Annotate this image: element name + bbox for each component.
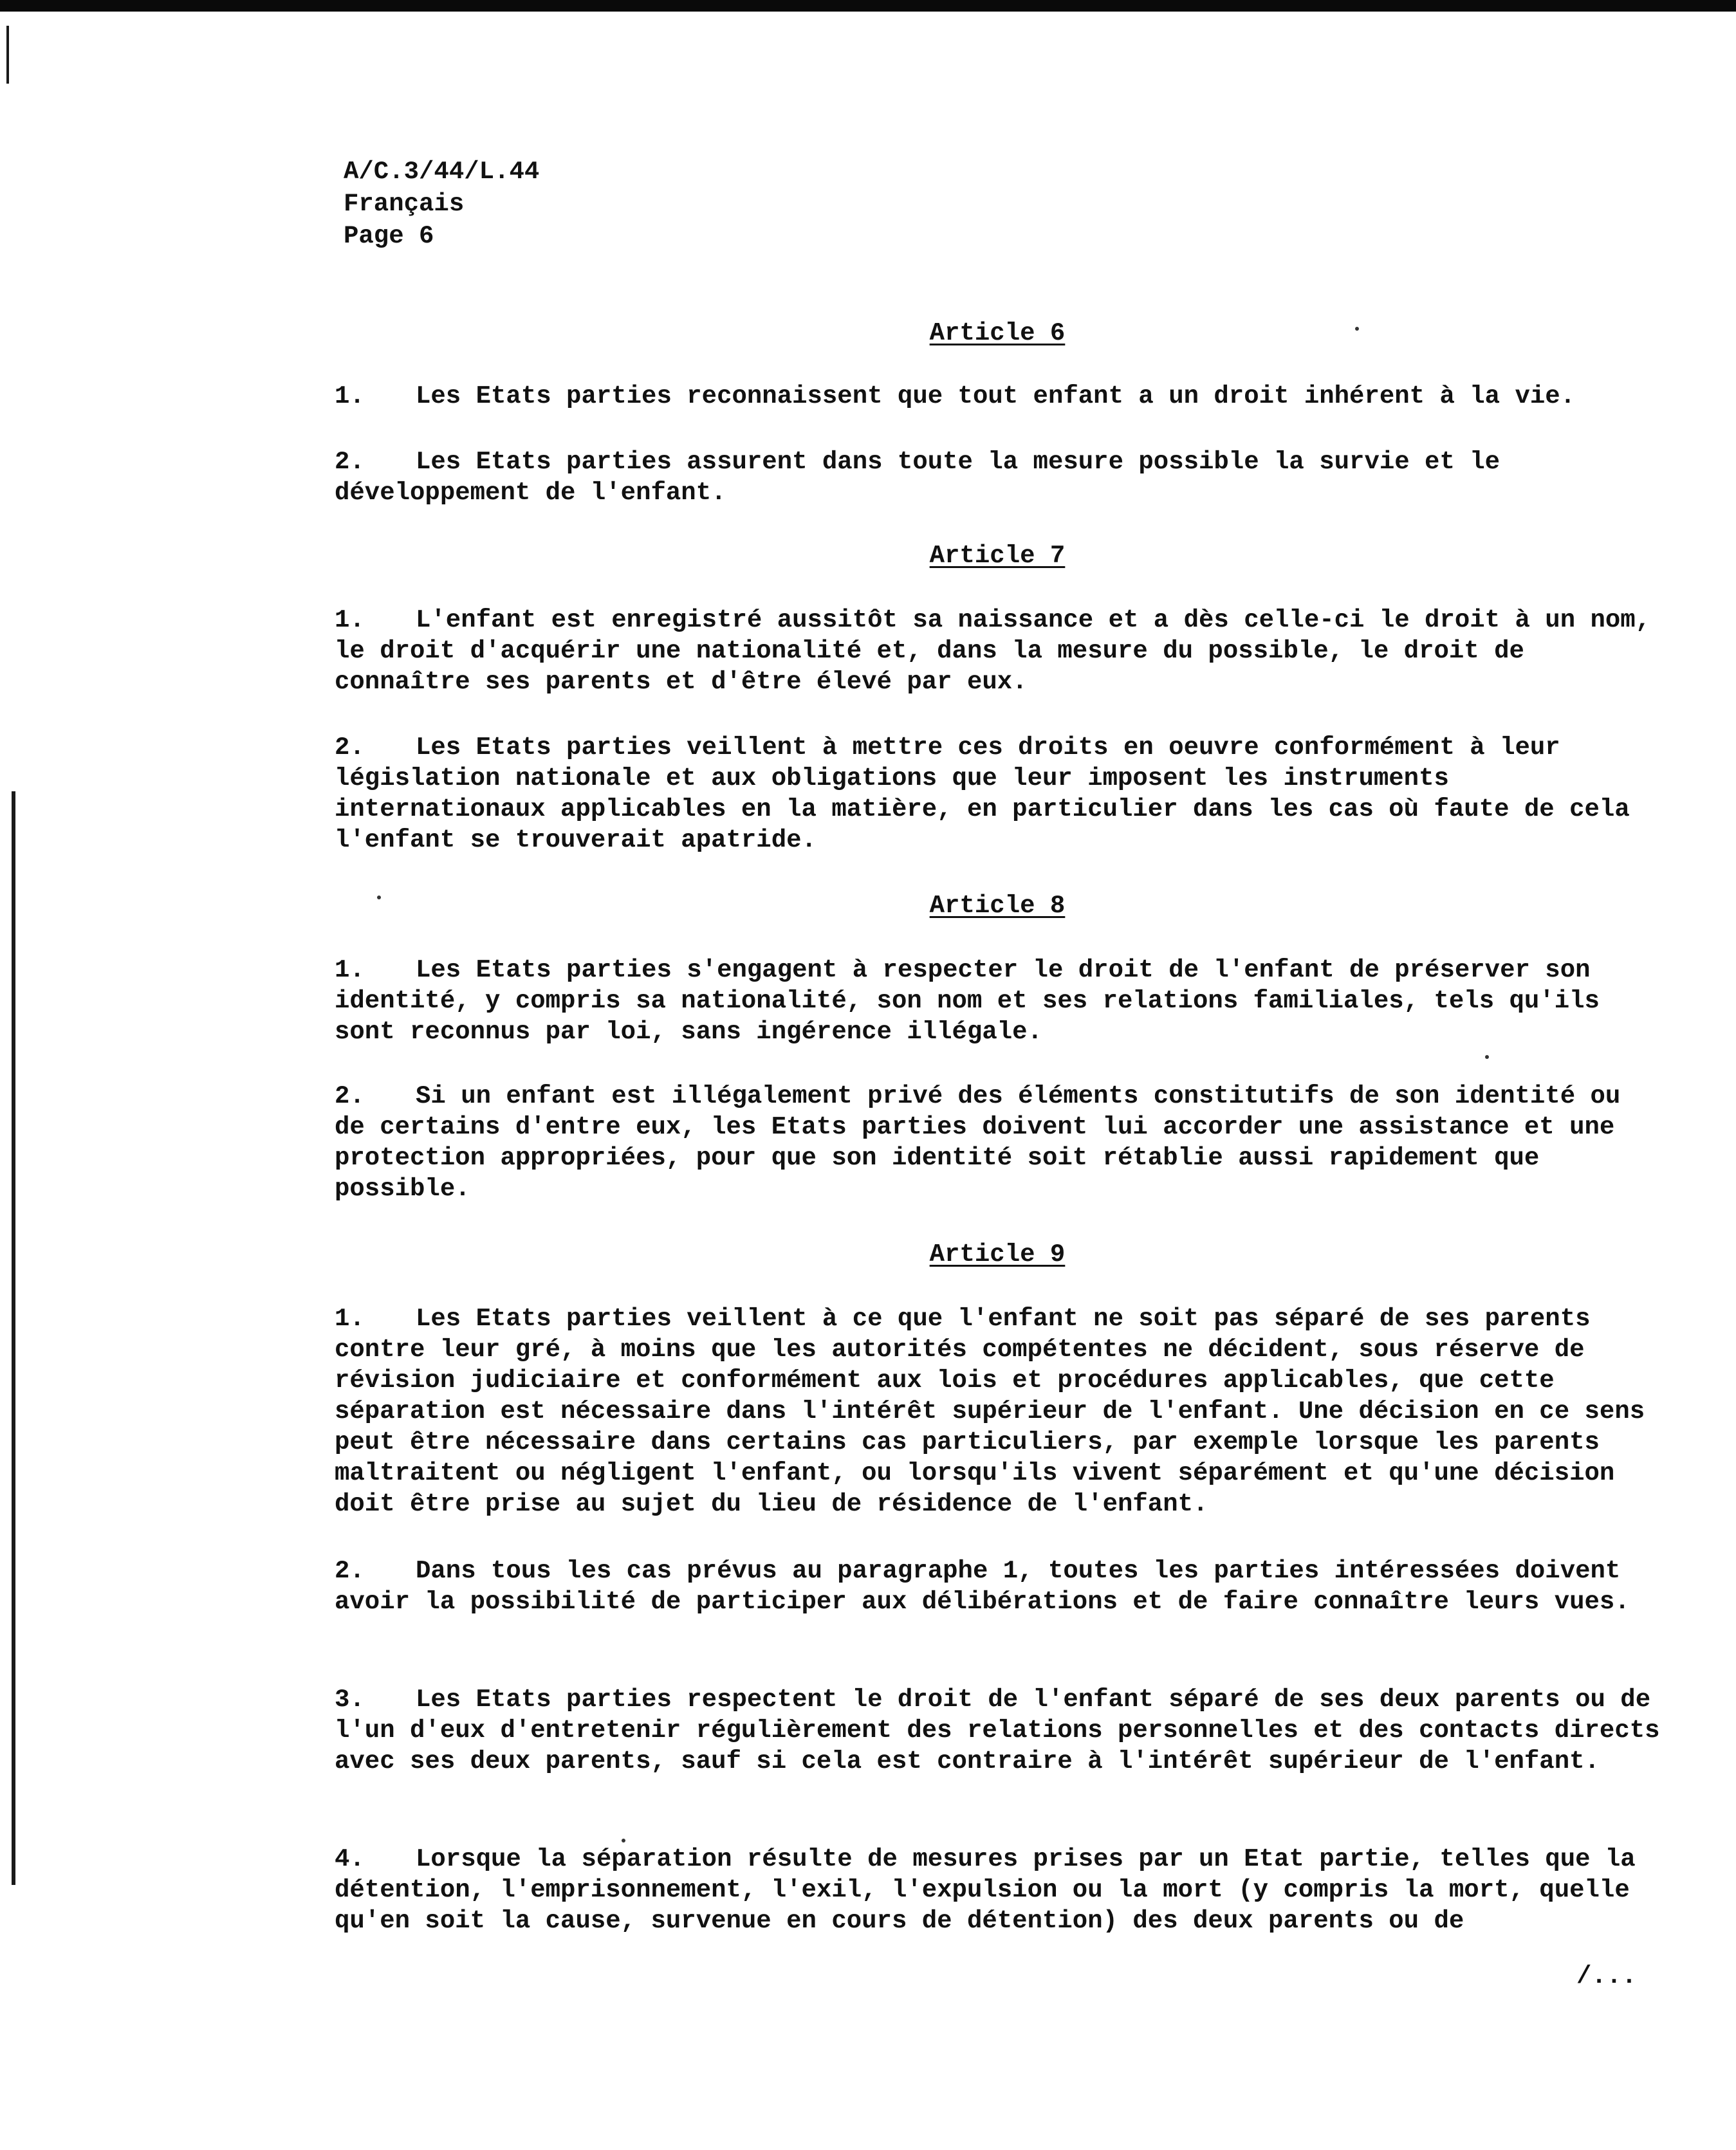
document-language: Français xyxy=(344,190,465,218)
paragraph-text: Lorsque la séparation résulte de mesures prises par un Etat partie, telles que la détention, l'emprisonnement, l'exil, l'expulsion ou la mort (y compris la mort, quelle qu'en soit la cause, survenue en cours de détention) des deux parents ou de xyxy=(335,1845,1636,1935)
article-paragraph xyxy=(335,955,1660,1047)
paragraph-text: Les Etats parties reconnaissent que tout enfant a un droit inhérent à la vie. xyxy=(416,382,1576,410)
article-paragraph xyxy=(335,1844,1660,1936)
page-number: Page 6 xyxy=(344,222,434,250)
paragraph-text: Les Etats parties veillent à ce que l'enfant ne soit pas séparé de ses parents contre leur gré, à moins que les autorités compétentes ne décident, sous réserve de révision judiciaire et conformément aux lois et procédures applicables, que cette séparation est nécessaire dans l'intérêt supérieur de l'enfant. Une décision en ce sens peut être nécessaire dans certains cas particuliers, par exemple lorsque les parents maltraitent ou négligent l'enfant, ou lorsqu'ils vivent séparément et qu'une décision doit être prise au sujet du lieu de résidence de l'enfant. xyxy=(335,1305,1645,1518)
article-paragraph xyxy=(335,605,1660,697)
article-paragraph xyxy=(335,1556,1660,1617)
article-paragraph xyxy=(335,446,1660,508)
article-title: Article 6 xyxy=(929,319,1066,347)
paragraph-number: 1. xyxy=(335,606,365,634)
article-title: Article 8 xyxy=(929,892,1066,920)
paragraph-text: Dans tous les cas prévus au paragraphe 1, toutes les parties intéressées doivent avoir la possibilité de participer aux délibérations et de faire connaître leurs vues. xyxy=(335,1557,1630,1616)
paragraph-text: Si un enfant est illégalement privé des éléments constitutifs de son identité ou de certains d'entre eux, les Etats parties doivent lui accorder une assistance et une protection appropriées, pour que son identité soit rétablie aussi rapidement que possible. xyxy=(335,1082,1621,1203)
paragraph-number: 2. xyxy=(335,1082,365,1110)
scan-corner-mark xyxy=(6,26,9,84)
article-paragraph xyxy=(335,732,1660,856)
continuation-mark: /... xyxy=(1576,1962,1637,1990)
article-paragraph xyxy=(335,1684,1660,1777)
article-paragraph xyxy=(335,1081,1660,1204)
paragraph-number: 2. xyxy=(335,733,365,762)
paragraph-number: 4. xyxy=(335,1845,365,1873)
scan-left-edge-mark xyxy=(12,791,15,1885)
article-title: Article 9 xyxy=(929,1240,1066,1269)
paragraph-number: 1. xyxy=(335,382,365,410)
paragraph-text: Les Etats parties s'engagent à respecter le droit de l'enfant de préserver son identité, y compris sa nationalité, son nom et ses relations familiales, tels qu'ils sont reconnus par loi, sans ingérence illégale. xyxy=(335,956,1600,1046)
scan-speck xyxy=(622,1839,625,1842)
paragraph-text: L'enfant est enregistré aussitôt sa naissance et a dès celle-ci le droit à un nom, le droit d'acquérir une nationalité et, dans la mesure du possible, le droit de connaître ses parents et d'être élevé par eux. xyxy=(335,606,1651,696)
paragraph-number: 2. xyxy=(335,448,365,476)
document-header xyxy=(344,156,539,252)
paragraph-text: Les Etats parties veillent à mettre ces droits en oeuvre conformément à leur législation nationale et aux obligations que leur imposent les instruments internationaux applicables en la matière, en particulier dans les cas où faute de cela l'enfant se trouverait apatride. xyxy=(335,733,1630,854)
paragraph-text: Les Etats parties respectent le droit de l'enfant séparé de ses deux parents ou de l'un d'eux d'entretenir régulièrement des relations personnelles et des contacts directs avec ses deux parents, sauf si cela est contraire à l'intérêt supérieur de l'enfant. xyxy=(335,1686,1660,1776)
paragraph-text: Les Etats parties assurent dans toute la mesure possible la survie et le développement de l'enfant. xyxy=(335,448,1501,507)
paragraph-number: 1. xyxy=(335,1305,365,1333)
scan-speck xyxy=(1485,1055,1489,1059)
article-paragraph xyxy=(335,381,1660,412)
scan-top-edge xyxy=(0,0,1736,12)
paragraph-number: 1. xyxy=(335,956,365,984)
article-paragraph xyxy=(335,1303,1660,1520)
article-title: Article 7 xyxy=(929,542,1066,570)
paragraph-number: 3. xyxy=(335,1686,365,1714)
paragraph-number: 2. xyxy=(335,1557,365,1585)
document-symbol: A/C.3/44/L.44 xyxy=(344,158,540,186)
